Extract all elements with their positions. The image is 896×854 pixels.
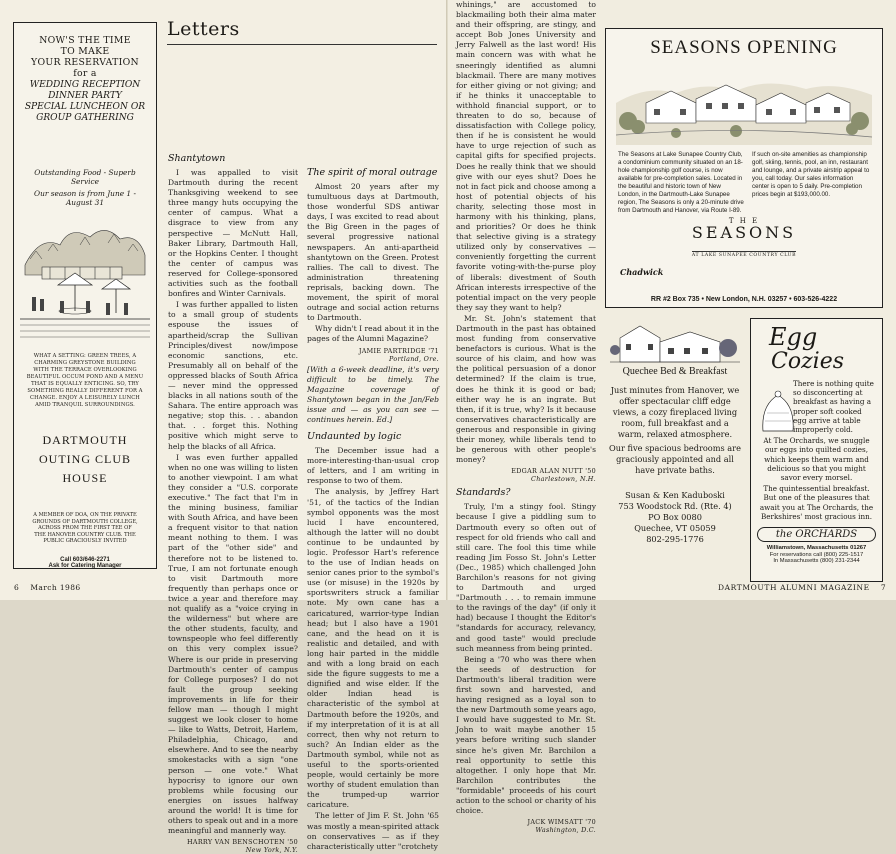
egg-cozy-illustration [759,389,797,433]
ad-season: Our season is from June 1 - August 31 [34,189,136,207]
letter-signature: JAMIE PARTRIDGE '71 Portland, Ore. [358,346,439,363]
letter-signature: HARRY VAN BENSCHOTEN '50 New York, N.Y. [187,838,298,854]
letter-heading: Undaunted by logic [307,431,402,443]
egg-cozies-title: Egg Cozies [769,323,845,374]
seasons-desc: The Seasons at Lake Sunapee Country Club, a condominium community situated on an 18-hole championship golf course, is now available for pre-completion sales. Located in the beautiful and historic town of New London, in the Dartmouth-Lake Sunapee region, The Seasons is only a 20-minute drive from Dartmouth and Hanover, via Route I-89. If such on-site amenities as championship golf, skiing, tennis, pool, an inn, restaurant and lounge, and a private airstrip appeal to you, call today. Our sales information center is open to 5 daily. Pre-completion prices begin at $193,000.00. [618,151,870,214]
letter-paragraph: Being a '70 who was there when the seeds of destruction for Dartmouth's liberal tradition were first sown and harvested, and having resigned as a loyal son to the new Dartmouth some years ago, I would have suggested to Mr. St. John to wait maybe another 15 years before writing such slander since he's given Mr. Barchilon a real opportunity to settle this altogether. I only hope that Mr. Barchilon contributes the "formidable" proceeds of his court action to the school or charity of his choice. [456,654,596,816]
ad-member: A MEMBER OF DOA, ON THE PRIVATE GROUNDS OF DARTMOUTH COLLEGE, ACROSS FROM THE FIRST TEE OF THE HANOVER COUNTRY CLUB. THE PUBLIC GRACIOUSLY INVITED [32,512,138,545]
letter-moral-outrage [307,164,439,853]
seasons-footer[interactable]: RR #2 Box 735 • New London, N.H. 03257 • 603-526-4222 [650,296,838,303]
quechee-ad [605,318,745,545]
quechee-body2: Our five spacious bedrooms are graciously appointed and all have private baths. [609,443,741,475]
orchards-ma-phone[interactable]: In Massachusetts (800) 231-2344 [773,558,860,565]
seasons-logo: T H E SEASONS AT LAKE SUNAPEE COUNTRY CLUB [691,217,797,258]
letter-signature: JACK WIMSATT '70 Washington, D.C. [527,818,596,835]
folio-left: 6 March 1986 [14,583,81,592]
orchards-reservations[interactable]: For reservations call (800) 225-1517 [769,552,864,559]
condominium-illustration [616,63,872,145]
ad-caption: WHAT A SETTING: GREEN TREES, A CHARMING GREYSTONE BUILDING WITH THE TERRACE OVERLOOKING BEAUTIFUL OCCUM POND AND A MENU THAT IS EQUALLY ENTICING. SO, TRY SOMETHING REALLY DIFFERENT FOR A CHANGE. ENJOY A LEISURELY LUNCH AMID TRANQUIL SURROUNDINGS. [26,353,144,408]
house-illustration [610,318,740,364]
letter-paragraph: I was appalled to visit Dartmouth during the recent Thanksgiving weekend to see three mangy huts occupying the center of campus. What a disgrace to view from any perspective — McNutt Hall, Baker Library, Dartmouth Hall, or the Hopkins Center. I thought the center of campus was reserved for College-sponsored activities such as the football bonfires and Winter Carnivals. [168,168,298,299]
letter-paragraph: The letter of Jim F. St. John '65 was mostly a mean-spirited attack on conservatives — as if they characteristically utter "crotchety [307,811,439,851]
letter-paragraph: The analysis, by Jeffrey Hart '51, of the tactics of the Indian symbol opponents was the most lucid I have encountered, although the latter will no doubt continue to be undaunted by logic. Professor Hart's reference to the use of Indian heads on senior canes prior to the symbol's use (or misuse) in the 1920s by sportswriters struck a familiar note. My own cane has a caricatured, warrior-type Indian head; but I also have a 1901 cane, and the head on it is realistic and detailed, and with long hair parted in the middle and with a long braid on each side the figure suggests to me a dignified and wise elder. If the older Indian head is characteristic of the symbol at Dartmouth before the 1920s, and if my interpretation of it is at all correct, then why not return to such? An Indian elder as the Dartmouth symbol, while not as useful to the sports-oriented people, would certainly be more worthy of student emulation than the trumped-up warrior caricature. [307,487,439,810]
ad-club-name: DARTMOUTH OUTING CLUB HOUSE [39,433,131,485]
ad-phone[interactable]: Call 603/646-2271 [60,556,110,563]
letter-heading: Shantytown [168,153,226,164]
ad-events: WEDDING RECEPTION DINNER PARTY SPECIAL LUNCHEON OR GROUP GATHERING [24,80,146,123]
ad-ask: Ask for Catering Manager [48,562,122,569]
builder-logo: Chadwick [620,267,664,277]
letter-shantytown [168,150,298,854]
letter-paragraph: Mr. St. John's statement that Dartmouth in the past has obtained most funding from conservative benefactors is curious. What is the source of his claim, and how was the political persuasion of a donor determined? If the claim is true, does he think it is good or bad; either way he is an ingrate. But then, if it is true, why? Is it because conservatives characteristically are generous and responsible in giving their money, while liberals tend to be generous with other people's money? [456,313,596,465]
title-rule [167,44,437,45]
egg-cozies-body2: At The Orchards, we snuggle our eggs into quilted cozies, which keeps them warm and delicious so that you might savor every morsel. [763,436,870,483]
orchards-logo: the ORCHARDS [757,527,876,542]
ad-food: Outstanding Food - Superb Service [34,168,136,186]
terrace-illustration [20,215,150,343]
letter-paragraph: The December issue had a more-interesting-than-usual crop of letters, and I am writing in response to two of them. [307,446,439,486]
orchards-city: Williamstown, Massachusetts 01267 [766,545,867,552]
letter-paragraph: Truly, I'm a stingy fool. Stingy because I give a piddling sum to Dartmouth every so often out of respect for old friends who call and still care. The fool this time while reading Jim Fosso St. John's Letter (Dec., 1985) which challenged John Barchilon's reasons for not giving to Dartmouth and urged "Dartmouth . . . to remain immune to the ravings of the day" (if only it had) because I thought the Editor's "standards for accuracy, relevancy, and good taste" would preclude such meanness from being printed. [456,502,596,653]
editor-note: [With a 6-week deadline, it's very difficult to be timely. The Magazine coverage of Shantytown began in the Jan/Feb issue and — as you can see — continues herein. Ed.] [307,364,439,424]
seasons-title: SEASONS OPENING [650,37,838,58]
letter-paragraph: I was even further appalled when no one was willing to listen to another viewpoint. I am what they consider a "U.S. corporate executive." The fact that I'm in the mining business, familiar with South Africa, and have been a frequent visitor to that nation meant nothing to them. I was part of the "other side" and therefore not to be listened to. True, I am not fortunate enough to visit Dartmouth more frequently than perhaps once or twice a year and therefore may not qualify as a "voice crying in the wilderness" but where are the other students, faculty, and townspeople who feel differently on this very complex issue? Where is our pride in preserving Dartmouth's center of campus for College purposes? I do not fault the group seeking improvements in life for their fellow man — though I might suggest we look closer to home — like to Watts, Detroit, Harlem, Philadelphia, Chicago, and elsewhere. And to see the nearby smokestacks with a sign "one person — one vote." What hypocrisy to ignore our own problems while focusing our energies on issues halfway around the world! It is time for others to speak out and in a more meaningful and mannerly way. [168,452,298,836]
ad-headline: NOW'S THE TIME TO MAKE YOUR RESERVATION for a [31,35,139,79]
letter-paragraph: Almost 20 years after my tumultuous days at Dartmouth, those wonderful SDS antiwar days, I was excited to read about the Big Green in the pages of several progressive national newspapers. An anti-apartheid shantytown on the Green. Protest rallies. The call to divest. The administration threatening reprisals, backing down. The movement, the spirit of moral outrage and social action returns to Dartmouth. [307,182,439,323]
seasons-ad [605,28,883,308]
letter-signature: EDGAR ALAN NUTT '50 Charlestown, N.H. [511,467,596,484]
letter-paragraph: I was further appalled to listen to a small group of students espouse the issues of apartheid/scrap the Sullivan Principles/divest now/impose economic sanctions, etc. Presumably all on behalf of the oppressed blacks of South Africa — never mind the oppressed blacks in all nations south of the Sahara. The entire approach was negative; stop this. . . abandon that. . . forget this. Nothing positive which might serve to help the blacks of all Africa. [168,300,298,451]
letter-paragraph: Why didn't I read about it in the pages of the Alumni Magazine? [307,324,439,344]
letter-heading: The spirit of moral outrage [307,167,438,178]
outing-club-ad [13,22,157,569]
quechee-phone[interactable]: 802-295-1776 [646,534,704,544]
right-page [448,0,896,835]
quechee-title: Quechee Bed & Breakfast [622,366,728,377]
egg-cozies-body3: The quintessential breakfast. But one of the pleasures that await you at The Orchards, the Berkshires' most gracious inn. [759,484,874,521]
letters-continued [456,0,596,834]
letter-heading: Standards? [456,487,511,499]
section-title: Letters [167,18,240,40]
folio-right: DARTMOUTH ALUMNI MAGAZINE 7 [718,583,886,592]
egg-cozies-body: There is nothing quite so disconcerting at breakfast as having a proper soft cooked egg arrive at table improperly cold. [793,379,874,435]
quechee-body: Just minutes from Hanover, we offer spectacular cliff edge views, a cozy fireplaced living room, full breakfast and a warm, relaxed atmosphere. [610,385,740,439]
quechee-address: Susan & Ken Kaduboski 753 Woodstock Rd. (Rte. 4) PO Box 0080 Quechee, VT 05059 802-295-1776 [605,490,745,545]
letter-paragraph: whinings," are accustomed to blackmailing both their alma mater and their offspring, are stingy, and accept Bob Jones University and Jerry Falwell as the last word! His main concern was with what he sneeringly identified as alumni blackmail. There are many motives for either giving or not giving; and if he thinks it unacceptable to withhold financial support, or to threaten to do so, because of dissatisfaction with College policy, then if he is consistent he would have to urge rejection of such as capital gifts for specified projects. Does he really think that we should give with our eyes shut? Does he not in fact pick and choose among a host of potential objects of his charity, selecting those most in harmony with his thinking, plans, and priorities? Or does he think that selective giving is a strategy utilized only by conservatives — conveniently forgetting the current favorite voting-with-the-purse ploy of liberals: divestment of South African interests irrespective of the potential impact on the very people they say they want to help? [456,0,596,312]
egg-cozies-ad [750,318,883,582]
